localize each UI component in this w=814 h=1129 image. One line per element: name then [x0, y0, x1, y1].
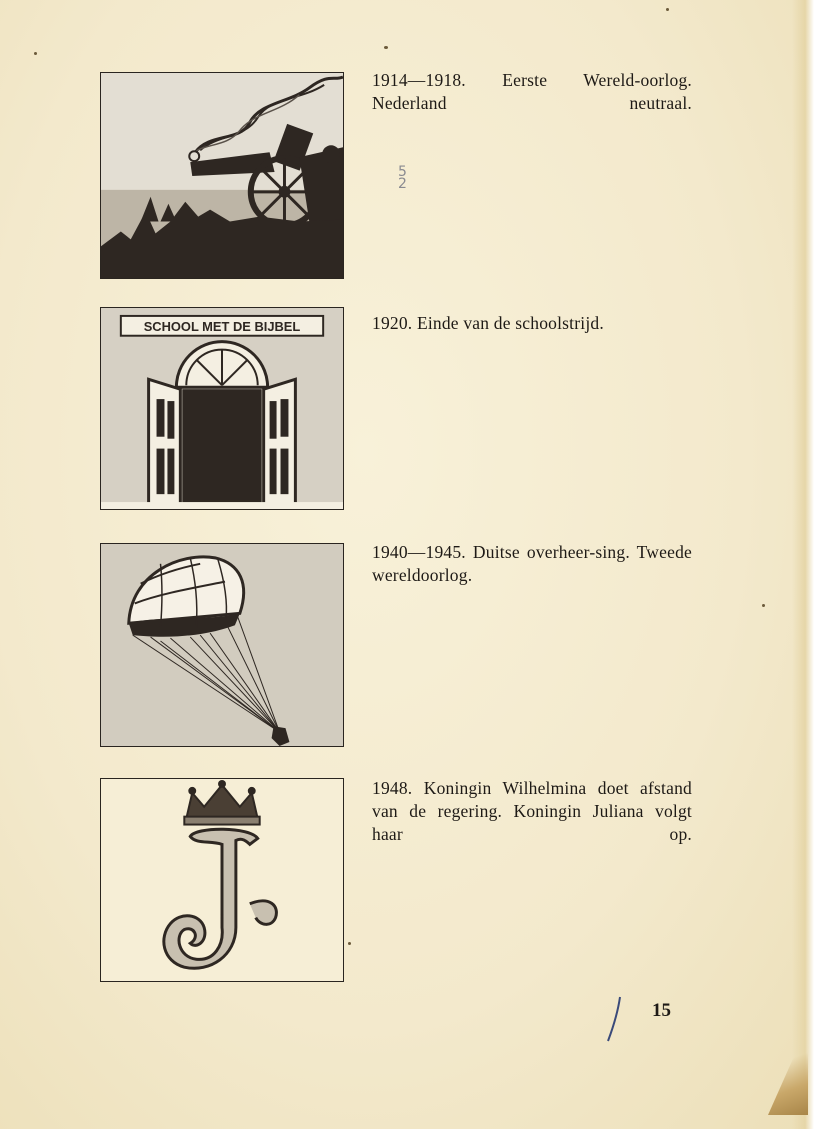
school-sign-text: SCHOOL MET DE BIJBEL — [143, 318, 301, 334]
crowned-monogram-illustration — [100, 778, 344, 982]
paper-speck — [762, 604, 765, 607]
paper-speck — [666, 8, 669, 11]
paper-speck — [34, 52, 37, 55]
timeline-caption-1920: 1920. Einde van de schoolstrijd. — [372, 313, 604, 333]
page-number: 15 — [652, 1000, 671, 1021]
pencil-stroke-mark — [600, 995, 630, 1043]
page-edge — [792, 0, 814, 1129]
paper-speck — [384, 46, 388, 49]
timeline-caption-1940: 1940—1945. Duitse overheer-sing. Tweede wereldoorlog. — [372, 542, 692, 585]
parachute-illustration — [100, 543, 344, 747]
pencil-annotation: 5 2 — [398, 164, 407, 192]
school-doors-illustration — [100, 307, 344, 510]
timeline-caption-1948: 1948. Koningin Wilhelmina doet afstand van de regering. Koningin Juliana volgt haar op. — [372, 778, 692, 844]
timeline-caption-1914: 1914—1918. Eerste Wereld-oorlog. Nederland neutraal. — [372, 70, 692, 113]
paper-speck — [348, 942, 351, 945]
cannon-firing-illustration — [100, 72, 344, 279]
worn-corner — [768, 1025, 808, 1115]
